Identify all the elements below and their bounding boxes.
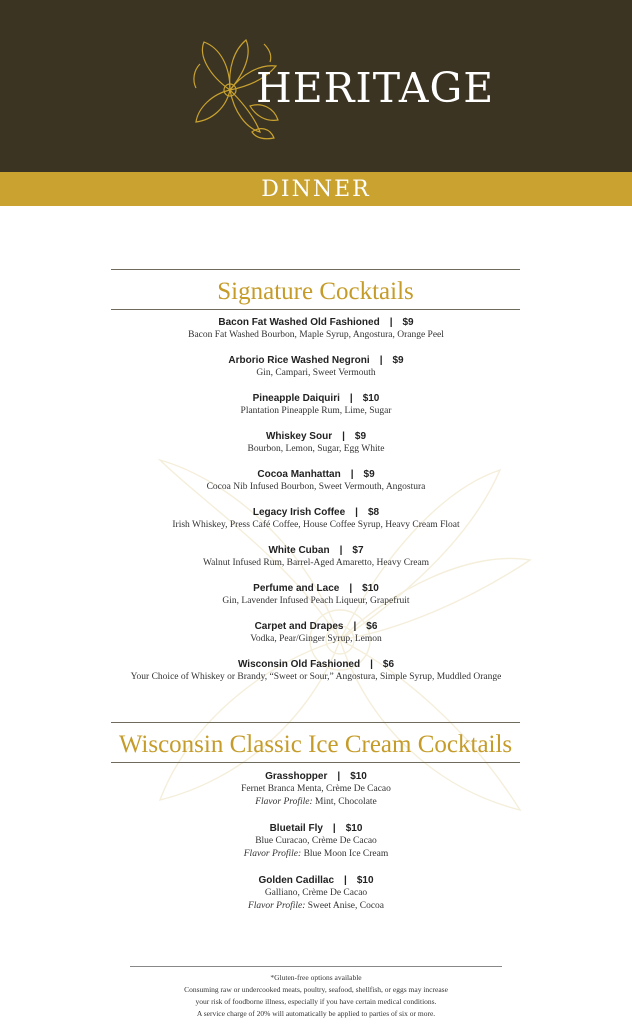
ice-cream-section-header bbox=[111, 722, 520, 763]
item-description: Gin, Lavender Infused Peach Liqueur, Grapefruit bbox=[222, 596, 410, 606]
item-description: Irish Whiskey, Press Café Coffee, House Coffee Syrup, Heavy Cream Float bbox=[172, 520, 460, 530]
item-description: Your Choice of Whiskey or Brandy, “Sweet or Sour,” Angostura, Simple Syrup, Muddled Orange bbox=[130, 672, 502, 682]
item-name: Bluetail Fly bbox=[269, 823, 323, 834]
signature-title: Signature Cocktails bbox=[217, 278, 414, 305]
list-item: Wisconsin Old Fashioned | $6 Your Choice of Whiskey or Brandy, “Sweet or Sour,” Angostura, Simple Syrup, Muddled Orange bbox=[0, 658, 632, 696]
item-price: $9 bbox=[354, 431, 367, 442]
flavor-profile-value: Sweet Anise, Cocoa bbox=[307, 901, 385, 911]
header-banner bbox=[0, 0, 632, 172]
service-charge-note: A service charge of 20% will automatically be applied to parties of six or more. bbox=[196, 1009, 436, 1018]
list-item: Cocoa Manhattan | $9 Cocoa Nib Infused Bourbon, Sweet Vermouth, Angostura bbox=[0, 468, 632, 506]
item-price: $9 bbox=[402, 317, 414, 328]
item-description: Bacon Fat Washed Bourbon, Maple Syrup, Angostura, Orange Peel bbox=[188, 330, 444, 340]
item-name: Bacon Fat Washed Old Fashioned bbox=[218, 317, 380, 328]
flavor-profile-label: Flavor Profile: bbox=[243, 849, 302, 859]
item-price: $8 bbox=[367, 507, 380, 518]
item-name: Arborio Rice Washed Negroni bbox=[228, 355, 370, 366]
item-description: Galliano, Crème De Cacao bbox=[264, 888, 368, 898]
item-name: Cocoa Manhattan bbox=[257, 469, 341, 480]
item-price: $6 bbox=[382, 659, 395, 670]
footer-notes bbox=[0, 972, 632, 1020]
list-item: Whiskey Sour | $9 Bourbon, Lemon, Sugar, Egg White bbox=[0, 430, 632, 468]
item-price: $9 bbox=[363, 469, 375, 480]
item-description: Bourbon, Lemon, Sugar, Egg White bbox=[247, 444, 385, 454]
item-name: Perfume and Lace bbox=[253, 583, 340, 594]
item-price: $10 bbox=[362, 393, 380, 404]
flavor-profile bbox=[0, 900, 632, 913]
item-name: Carpet and Drapes bbox=[254, 621, 344, 632]
footer-divider bbox=[130, 966, 502, 967]
ice-cream-title: Wisconsin Classic Ice Cream Cocktails bbox=[118, 731, 513, 758]
brand-logo-text: HERITAGE bbox=[256, 64, 495, 112]
gluten-free-note: *Gluten-free options available bbox=[270, 973, 362, 982]
list-item: Golden Cadillac | $10 Galliano, Crème De Cacao Flavor Profile: Sweet Anise, Cocoa bbox=[0, 874, 632, 926]
item-price: $6 bbox=[366, 621, 378, 632]
flavor-profile bbox=[0, 848, 632, 861]
flavor-profile bbox=[0, 796, 632, 809]
item-name: Whiskey Sour bbox=[265, 431, 333, 442]
item-price: $10 bbox=[362, 583, 379, 594]
list-item: Pineapple Daiquiri | $10 Plantation Pineapple Rum, Lime, Sugar bbox=[0, 392, 632, 430]
item-description: Blue Curacao, Crème De Cacao bbox=[255, 836, 377, 846]
food-warning-line: Consuming raw or undercooked meats, poultry, seafood, shellfish, or eggs may increase bbox=[184, 985, 448, 994]
list-item: Arborio Rice Washed Negroni | $9 Gin, Campari, Sweet Vermouth bbox=[0, 354, 632, 392]
list-item: Carpet and Drapes | $6 Vodka, Pear/Ginger Syrup, Lemon bbox=[0, 620, 632, 658]
list-item: Bluetail Fly | $10 Blue Curacao, Crème De Cacao Flavor Profile: Blue Moon Ice Cream bbox=[0, 822, 632, 874]
flavor-profile-value: Mint, Chocolate bbox=[315, 797, 377, 807]
item-price: $7 bbox=[352, 545, 364, 556]
item-price: $10 bbox=[356, 875, 374, 886]
item-price: $9 bbox=[392, 355, 404, 366]
signature-list bbox=[0, 316, 632, 696]
item-name: Grasshopper bbox=[265, 771, 328, 782]
item-name: Golden Cadillac bbox=[258, 875, 335, 886]
item-name: Wisconsin Old Fashioned bbox=[237, 659, 361, 670]
item-name: White Cuban bbox=[268, 545, 330, 556]
item-price: $10 bbox=[345, 823, 363, 834]
flavor-profile-label: Flavor Profile: bbox=[255, 797, 313, 807]
list-item: Bacon Fat Washed Old Fashioned | $9 Bacon Fat Washed Bourbon, Maple Syrup, Angostura, Orange Peel bbox=[0, 316, 632, 354]
flavor-profile-label: Flavor Profile: bbox=[247, 901, 306, 911]
menu-label-band bbox=[0, 172, 632, 206]
item-description: Fernet Branca Menta, Crème De Cacao bbox=[241, 784, 391, 794]
item-description: Gin, Campari, Sweet Vermouth bbox=[256, 368, 376, 378]
item-description: Plantation Pineapple Rum, Lime, Sugar bbox=[240, 406, 392, 416]
list-item: Grasshopper | $10 Fernet Branca Menta, Crème De Cacao Flavor Profile: Mint, Chocolate bbox=[0, 770, 632, 822]
food-warning-line: your risk of foodborne illness, especially if you have certain medical conditions. bbox=[195, 997, 437, 1006]
item-description: Vodka, Pear/Ginger Syrup, Lemon bbox=[250, 634, 382, 644]
item-name: Pineapple Daiquiri bbox=[252, 393, 340, 404]
signature-section-header bbox=[111, 269, 520, 310]
item-price: $10 bbox=[350, 771, 367, 782]
list-item: Perfume and Lace | $10 Gin, Lavender Infused Peach Liqueur, Grapefruit bbox=[0, 582, 632, 620]
item-name: Legacy Irish Coffee bbox=[252, 507, 346, 518]
list-item: White Cuban | $7 Walnut Infused Rum, Barrel-Aged Amaretto, Heavy Cream bbox=[0, 544, 632, 582]
list-item: Legacy Irish Coffee | $8 Irish Whiskey, Press Café Coffee, House Coffee Syrup, Heavy Cream Float bbox=[0, 506, 632, 544]
item-description: Walnut Infused Rum, Barrel-Aged Amaretto, Heavy Cream bbox=[202, 558, 430, 568]
ice-cream-list bbox=[0, 770, 632, 926]
item-description: Cocoa Nib Infused Bourbon, Sweet Vermouth, Angostura bbox=[206, 482, 426, 492]
flavor-profile-value: Blue Moon Ice Cream bbox=[303, 849, 389, 859]
menu-label: DINNER bbox=[261, 176, 371, 202]
